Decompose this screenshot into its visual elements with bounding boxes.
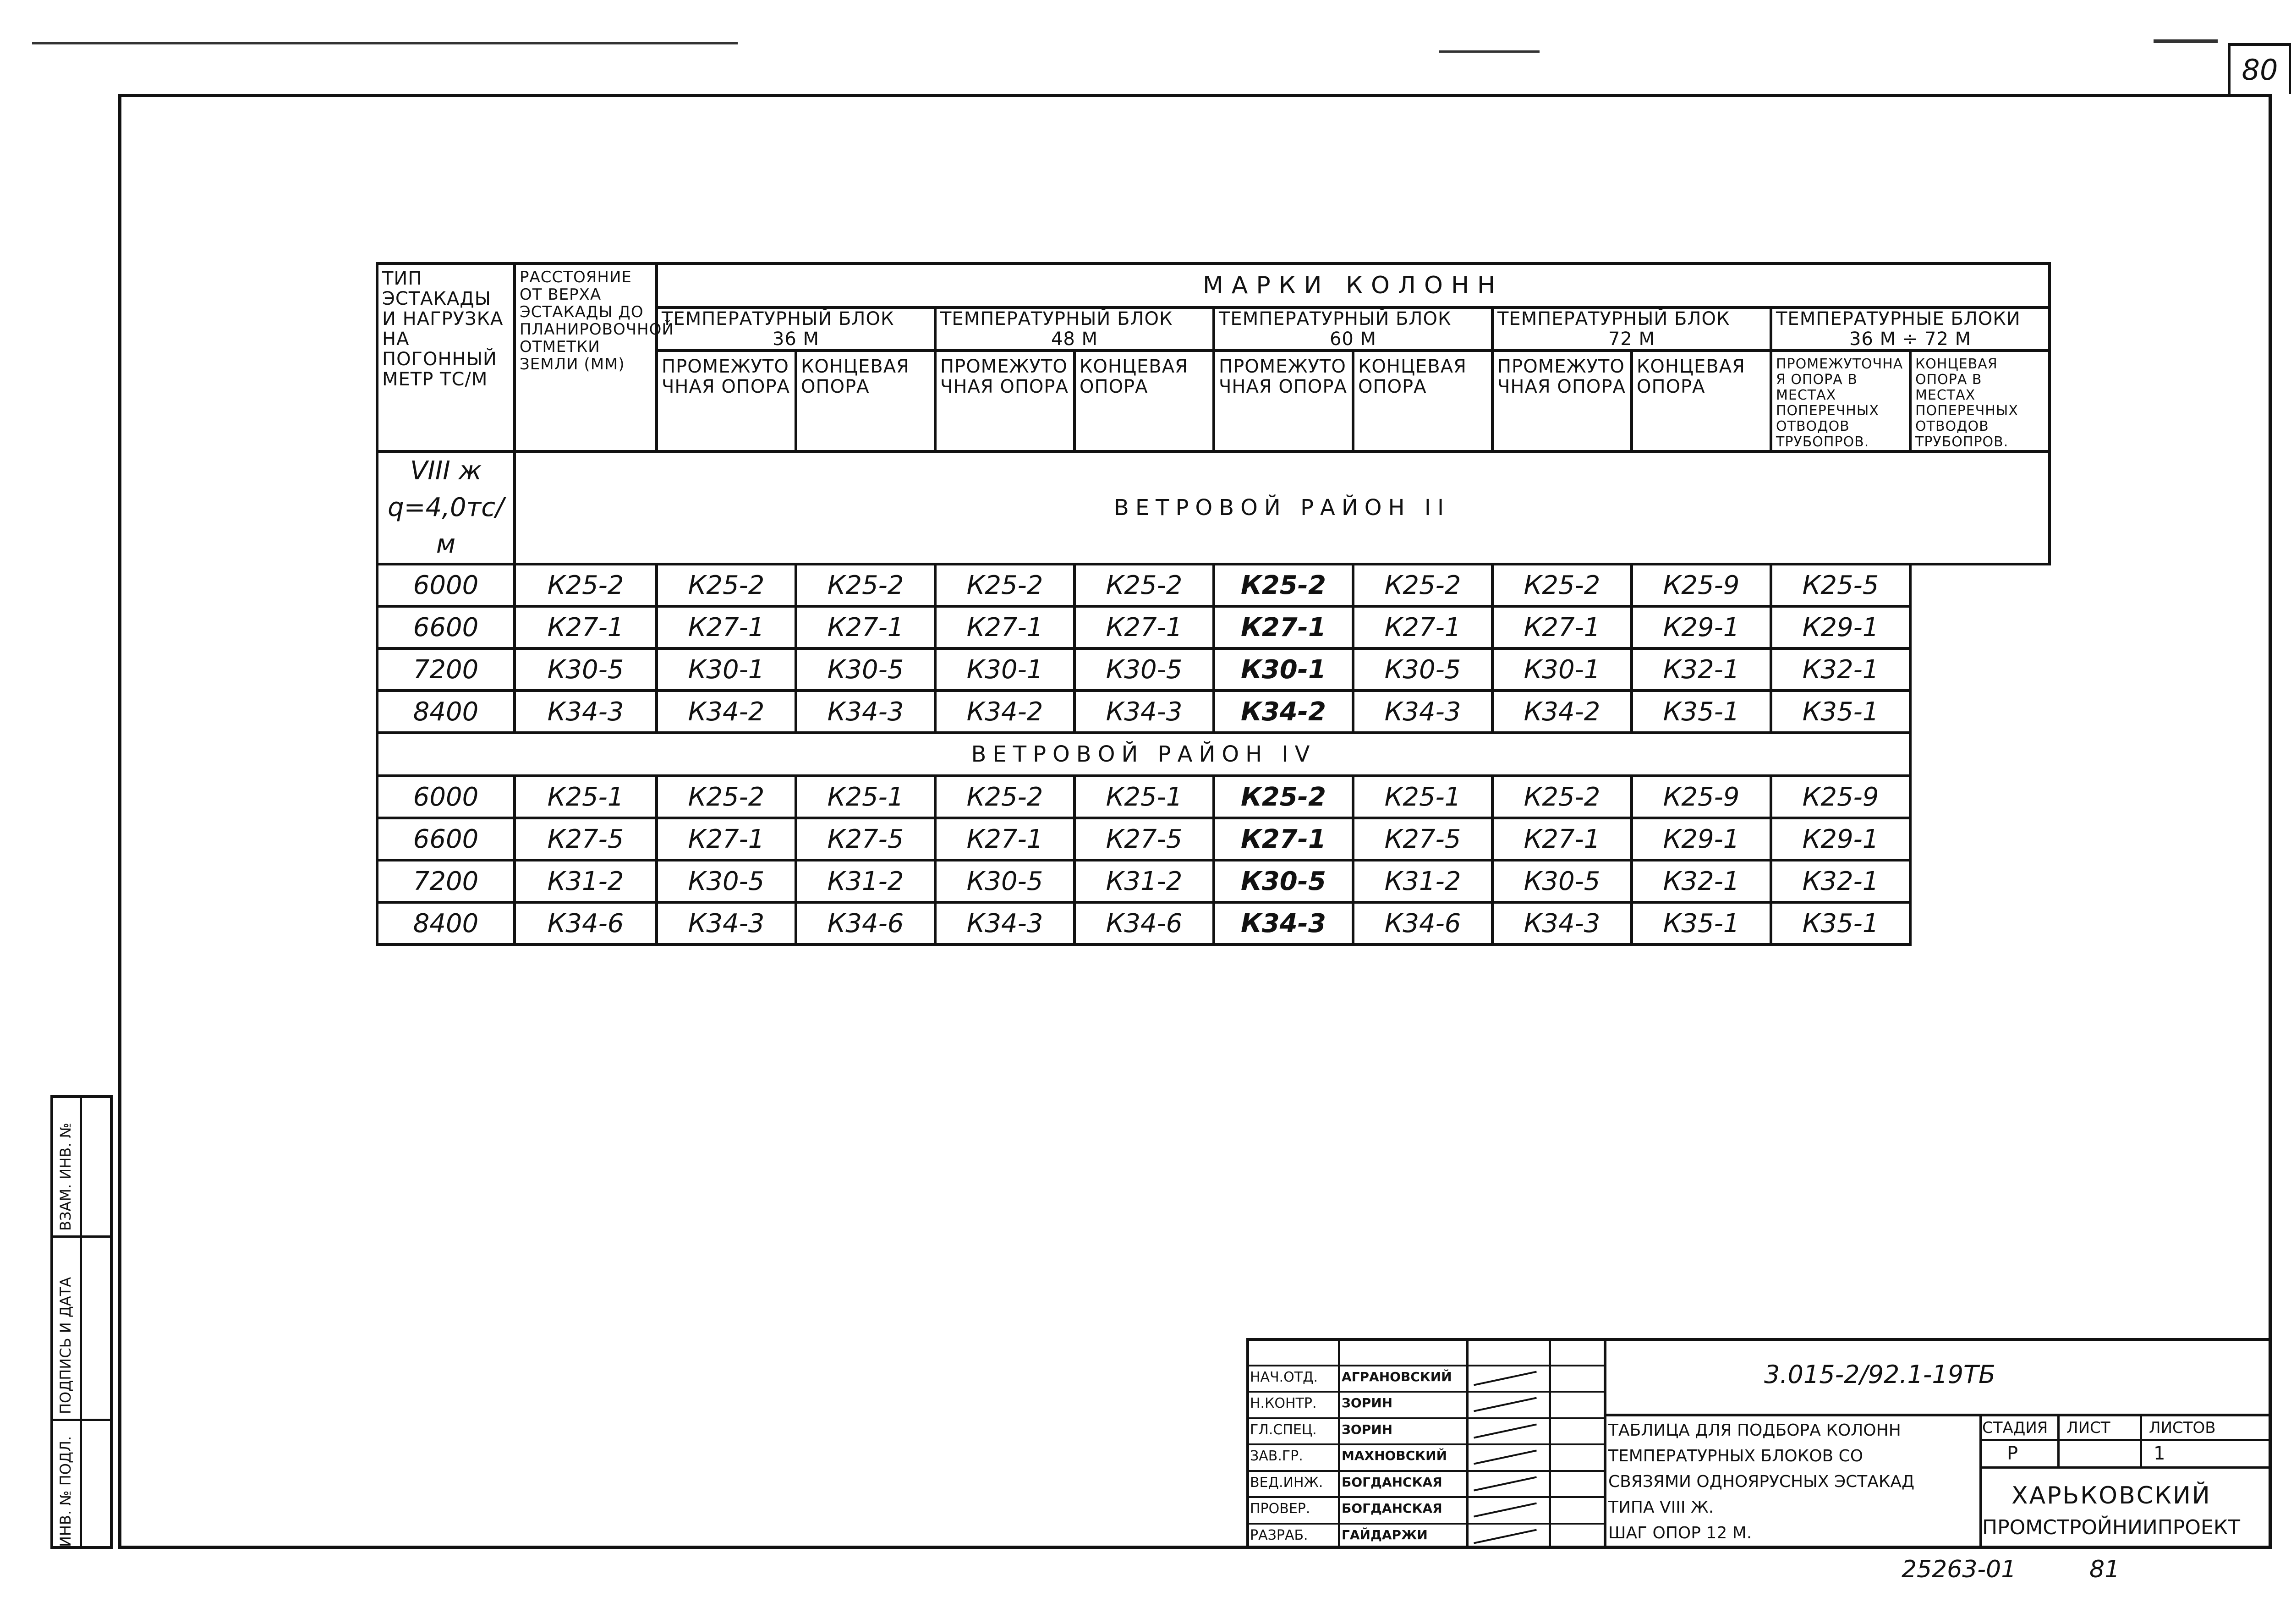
role-label: ВЕД.ИНЖ. <box>1250 1474 1323 1491</box>
height-value: 6000 <box>377 776 515 818</box>
column-mark-cell: К34-6 <box>1353 902 1492 944</box>
column-mark-cell: К35-1 <box>1771 691 1910 733</box>
temperature-block-header <box>1771 307 2050 351</box>
column-mark-cell: К25-2 <box>796 564 935 606</box>
column-mark-cell: К30-1 <box>1214 648 1353 691</box>
table-row <box>377 564 2050 606</box>
column-mark-cell: К31-2 <box>1074 860 1214 902</box>
column-mark-cell: К27-1 <box>657 606 796 648</box>
column-mark-cell: К32-1 <box>1771 648 1910 691</box>
column-mark-cell: К32-1 <box>1632 648 1771 691</box>
person-name: ГАЙДАРЖИ <box>1342 1527 1428 1542</box>
left-approval-strip <box>50 1095 113 1549</box>
temperature-block-size: 48 М <box>1051 329 1098 350</box>
height-value: 8400 <box>377 902 515 944</box>
stage-value: Р <box>2007 1443 2018 1464</box>
column-mark-cell: К25-9 <box>1632 776 1771 818</box>
temperature-block-header <box>657 307 935 351</box>
temperature-block-label: ТЕМПЕРАТУРНЫЙ БЛОК <box>940 308 1173 329</box>
column-mark-cell: К32-1 <box>1632 860 1771 902</box>
top-edge-mark-right <box>2154 39 2218 43</box>
column-mark-cell: К30-1 <box>1492 648 1632 691</box>
column-mark-cell: К34-3 <box>1492 902 1632 944</box>
temperature-block-size: 60 М <box>1329 329 1377 350</box>
type-label: VIII ж <box>410 456 482 486</box>
sheets-label: ЛИСТОВ <box>2149 1419 2216 1437</box>
column-mark-cell: К34-6 <box>796 902 935 944</box>
vzam-label: ВЗАМ. ИНВ. № <box>57 1123 74 1231</box>
column-mark-cell: К25-1 <box>796 776 935 818</box>
top-edge-mark <box>1439 50 1540 53</box>
person-name: МАХНОВСКИЙ <box>1342 1448 1447 1463</box>
column-mark-cell: К35-1 <box>1771 902 1910 944</box>
column-mark-cell: К30-5 <box>935 860 1074 902</box>
column-mark-cell: К25-2 <box>1492 564 1632 606</box>
column-mark-cell: К27-1 <box>1214 818 1353 860</box>
column-mark-cell: К25-2 <box>1353 564 1492 606</box>
height-value: 6000 <box>377 564 515 606</box>
column-mark-cell: К34-3 <box>1214 902 1353 944</box>
column-mark-cell: К29-1 <box>1771 818 1910 860</box>
column-mark-cell: К30-5 <box>515 648 657 691</box>
column-marks-table <box>376 262 2051 946</box>
person-name: АГРАНОВСКИЙ <box>1342 1369 1452 1384</box>
column-mark-cell: К27-1 <box>1074 606 1214 648</box>
height-value: 8400 <box>377 691 515 733</box>
column-mark-cell: К27-1 <box>796 606 935 648</box>
column-mark-cell: К27-1 <box>935 606 1074 648</box>
column-mark-cell: К32-1 <box>1771 860 1910 902</box>
table-row <box>377 691 2050 733</box>
role-label: НАЧ.ОТД. <box>1250 1369 1318 1385</box>
temperature-block-label: ТЕМПЕРАТУРНЫЙ БЛОК <box>1497 308 1730 329</box>
footer-page: 81 <box>2089 1556 2120 1583</box>
column-mark-cell: К25-2 <box>1074 564 1214 606</box>
column-mark-cell: К27-1 <box>1492 606 1632 648</box>
column-mark-cell: К25-2 <box>657 564 796 606</box>
column-mark-cell: К31-2 <box>1353 860 1492 902</box>
table-row <box>377 606 2050 648</box>
column-mark-cell: К34-6 <box>1074 902 1214 944</box>
type-cell <box>377 451 515 564</box>
person-name: ЗОРИН <box>1342 1395 1393 1410</box>
height-value: 6600 <box>377 818 515 860</box>
footer-code: 25263-01 <box>1902 1556 2017 1583</box>
column-mark-cell: К25-2 <box>935 776 1074 818</box>
person-name: БОГДАНСКАЯ <box>1342 1501 1442 1516</box>
column-mark-cell: К27-5 <box>796 818 935 860</box>
column-mark-cell: К27-1 <box>935 818 1074 860</box>
column-mark-cell: К25-2 <box>1492 776 1632 818</box>
temperature-block-size: 72 М <box>1608 329 1655 350</box>
support-type-header: ПРОМЕЖУТОЧНАЯ ОПОРА <box>1214 351 1353 451</box>
role-label: Н.КОНТР. <box>1250 1395 1317 1411</box>
column-mark-cell: К30-5 <box>657 860 796 902</box>
temperature-block-label: ТЕМПЕРАТУРНЫЙ БЛОК <box>1219 308 1452 329</box>
drawing-title-line: ТАБЛИЦА ДЛЯ ПОДБОРА КОЛОНН <box>1608 1421 1901 1440</box>
column-mark-cell: К27-1 <box>657 818 796 860</box>
column-mark-cell: К35-1 <box>1632 902 1771 944</box>
height-value: 7200 <box>377 860 515 902</box>
support-type-header: КОНЦЕВАЯ ОПОРА <box>1353 351 1492 451</box>
role-label: РАЗРАБ. <box>1250 1527 1308 1543</box>
column-mark-cell: К31-2 <box>796 860 935 902</box>
column-mark-cell: К34-3 <box>1074 691 1214 733</box>
support-type-header: ПРОМЕЖУТОЧНАЯ ОПОРА В МЕСТАХ ПОПЕРЕЧНЫХ ОТВОДОВ ТРУБОПРОВ. <box>1771 351 1910 451</box>
role-label: ПРОВЕР. <box>1250 1501 1310 1517</box>
temperature-block-label: ТЕМПЕРАТУРНЫЕ БЛОКИ <box>1776 308 2021 329</box>
column-mark-cell: К25-1 <box>515 776 657 818</box>
column-mark-cell: К25-5 <box>1771 564 1910 606</box>
temperature-block-header <box>1214 307 1492 351</box>
load-label: q=4,0тс/м <box>388 493 504 559</box>
role-label: ГЛ.СПЕЦ. <box>1250 1421 1317 1438</box>
drawing-title-line: ТЕМПЕРАТУРНЫХ БЛОКОВ СО <box>1608 1447 1863 1465</box>
temperature-block-header <box>1492 307 1771 351</box>
table-row <box>377 818 2050 860</box>
sheet-value: 1 <box>2154 1443 2165 1464</box>
column-mark-cell: К25-2 <box>657 776 796 818</box>
temperature-block-size: 36 М <box>772 329 820 350</box>
wind-region-title: ВЕТРОВОЙ РАЙОН II <box>515 451 2050 564</box>
column-mark-cell: К34-2 <box>1492 691 1632 733</box>
height-value: 7200 <box>377 648 515 691</box>
column-mark-cell: К27-1 <box>1353 606 1492 648</box>
temperature-block-size: 36 М ÷ 72 М <box>1849 329 1972 350</box>
column-mark-cell: К34-3 <box>935 902 1074 944</box>
sheet-label: ЛИСТ <box>2066 1419 2110 1437</box>
column-mark-cell: К34-3 <box>515 691 657 733</box>
column-mark-cell: К29-1 <box>1771 606 1910 648</box>
column-mark-cell: К35-1 <box>1632 691 1771 733</box>
column-mark-cell: К25-2 <box>1214 564 1353 606</box>
table-row <box>377 648 2050 691</box>
column-mark-cell: К30-5 <box>1492 860 1632 902</box>
column-mark-cell: К29-1 <box>1632 606 1771 648</box>
person-name: БОГДАНСКАЯ <box>1342 1474 1442 1490</box>
stage-label: СТАДИЯ <box>1982 1419 2048 1437</box>
column-mark-cell: К25-1 <box>1353 776 1492 818</box>
column-mark-cell: К25-9 <box>1632 564 1771 606</box>
column-mark-cell: К25-2 <box>1214 776 1353 818</box>
main-title: МАРКИ КОЛОНН <box>657 263 2050 307</box>
support-type-header: ПРОМЕЖУТОЧНАЯ ОПОРА <box>935 351 1074 451</box>
column-mark-cell: К25-1 <box>1074 776 1214 818</box>
support-type-header: КОНЦЕВАЯ ОПОРА В МЕСТАХ ПОПЕРЕЧНЫХ ОТВОДОВ ТРУБОПРОВ. <box>1910 351 2050 451</box>
column-mark-cell: К30-5 <box>1353 648 1492 691</box>
column-mark-cell: К30-1 <box>657 648 796 691</box>
column-mark-cell: К30-5 <box>1214 860 1353 902</box>
support-type-header: ПРОМЕЖУТОЧНАЯ ОПОРА <box>657 351 796 451</box>
column-mark-cell: К25-9 <box>1771 776 1910 818</box>
support-type-header: КОНЦЕВАЯ ОПОРА <box>796 351 935 451</box>
column-mark-cell: К34-2 <box>657 691 796 733</box>
column-mark-cell: К27-5 <box>515 818 657 860</box>
column-mark-cell: К34-2 <box>1214 691 1353 733</box>
sign-date-label: ПОДПИСЬ И ДАТА <box>57 1277 74 1414</box>
column-mark-cell: К34-6 <box>515 902 657 944</box>
wind-region-title: ВЕТРОВОЙ РАЙОН IV <box>377 733 1910 776</box>
person-name: ЗОРИН <box>1342 1421 1393 1437</box>
column-mark-cell: К34-2 <box>935 691 1074 733</box>
height-value: 6600 <box>377 606 515 648</box>
document-code: 3.015-2/92.1-19ТБ <box>1764 1360 1996 1389</box>
column-mark-cell: К30-5 <box>796 648 935 691</box>
column-mark-cell: К34-3 <box>1353 691 1492 733</box>
column-mark-cell: К27-1 <box>1492 818 1632 860</box>
role-label: ЗАВ.ГР. <box>1250 1448 1303 1464</box>
column-mark-cell: К34-3 <box>657 902 796 944</box>
drawing-title-line: ШАГ ОПОР 12 М. <box>1608 1524 1752 1542</box>
column-mark-cell: К34-3 <box>796 691 935 733</box>
temperature-block-label: ТЕМПЕРАТУРНЫЙ БЛОК <box>662 308 894 329</box>
column-mark-cell: К25-2 <box>515 564 657 606</box>
sheet-number: 80 <box>2228 43 2291 94</box>
column-mark-cell: К30-5 <box>1074 648 1214 691</box>
support-type-header: КОНЦЕВАЯ ОПОРА <box>1632 351 1771 451</box>
inv-no-label: ИНВ. № ПОДЛ. <box>57 1436 74 1547</box>
support-type-header: ПРОМЕЖУТОЧНАЯ ОПОРА <box>1492 351 1632 451</box>
org-name-line1: ХАРЬКОВСКИЙ <box>2011 1482 2211 1509</box>
table-row <box>377 776 2050 818</box>
height-header: РАССТОЯНИЕ ОТ ВЕРХА ЭСТАКАДЫ ДО ПЛАНИРОВОЧНОЙ ОТМЕТКИ ЗЕМЛИ (ММ) <box>515 263 657 451</box>
column-mark-cell: К27-5 <box>1353 818 1492 860</box>
column-mark-cell: К30-1 <box>935 648 1074 691</box>
drawing-title-line: СВЯЗЯМИ ОДНОЯРУСНЫХ ЭСТАКАД <box>1608 1472 1915 1491</box>
column-mark-cell: К27-1 <box>1214 606 1353 648</box>
top-edge-line <box>32 42 738 44</box>
drawing-title-line: ТИПА VIII Ж. <box>1608 1498 1714 1517</box>
column-mark-cell: К31-2 <box>515 860 657 902</box>
table-row <box>377 860 2050 902</box>
column-mark-cell: К27-5 <box>1074 818 1214 860</box>
support-type-header: КОНЦЕВАЯ ОПОРА <box>1074 351 1214 451</box>
column-mark-cell: К29-1 <box>1632 818 1771 860</box>
table-row <box>377 902 2050 944</box>
org-name-line2: ПРОМСТРОЙНИИПРОЕКТ <box>1982 1516 2240 1539</box>
temperature-block-header <box>935 307 1214 351</box>
type-load-header: ТИП ЭСТАКАДЫ И НАГРУЗКА НА ПОГОННЫЙ МЕТР ТС/М <box>377 263 515 451</box>
column-mark-cell: К27-1 <box>515 606 657 648</box>
column-mark-cell: К25-2 <box>935 564 1074 606</box>
